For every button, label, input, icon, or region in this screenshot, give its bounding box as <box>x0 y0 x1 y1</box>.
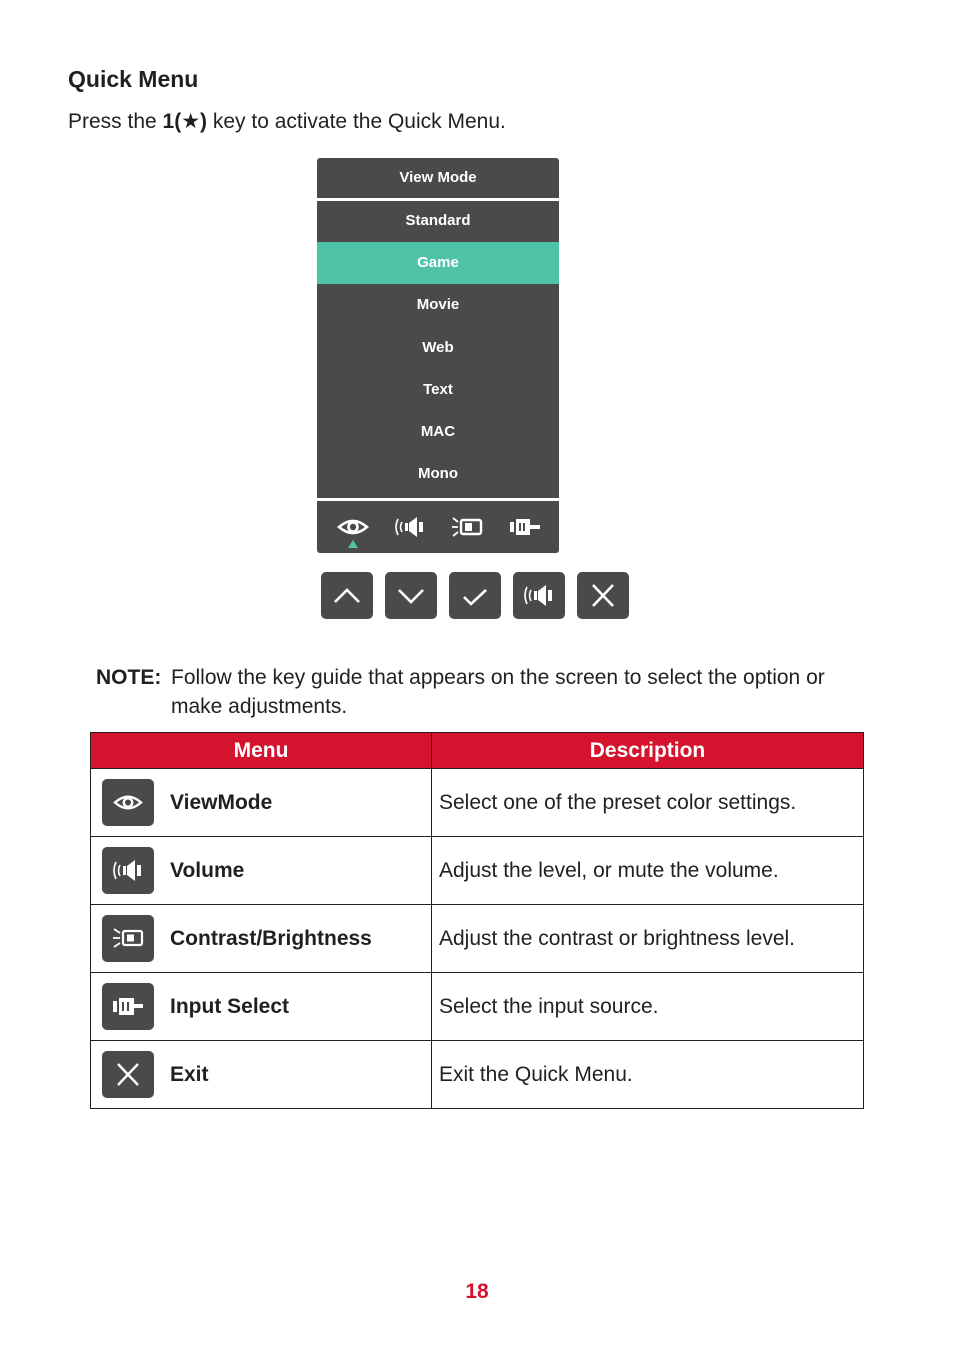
exit-key[interactable] <box>577 572 629 619</box>
eye-icon <box>102 779 154 826</box>
selection-marker <box>348 540 358 548</box>
description-cell: Adjust the level, or mute the volume. <box>432 837 864 905</box>
input-icon[interactable] <box>508 514 542 540</box>
osd-item-movie[interactable]: Movie <box>416 296 460 313</box>
menu-cell <box>91 905 432 973</box>
viewmode-icon-tile <box>102 779 154 826</box>
table-row <box>91 769 864 837</box>
down-key[interactable] <box>385 572 437 619</box>
menu-name: Input Select <box>170 994 290 1018</box>
header-description: Description <box>432 733 864 769</box>
up-arrow-icon <box>321 572 373 619</box>
exit-icon-tile <box>102 1051 154 1098</box>
osd-item-mono[interactable]: Mono <box>418 465 458 482</box>
eye-icon[interactable] <box>336 514 370 540</box>
table-row <box>91 973 864 1041</box>
confirm-key[interactable] <box>449 572 501 619</box>
quick-menu-table <box>90 732 864 1109</box>
menu-cell <box>91 1041 432 1109</box>
page-number: 18 <box>465 1280 489 1303</box>
table-row <box>91 905 864 973</box>
osd-divider <box>317 498 559 501</box>
table-header-row <box>91 733 864 769</box>
menu-name: Exit <box>170 1062 209 1086</box>
brightness-icon <box>102 915 154 962</box>
menu-cell <box>91 973 432 1041</box>
description-cell: Select one of the preset color settings. <box>432 769 864 837</box>
menu-cell <box>91 837 432 905</box>
intro-key: 1(★) <box>162 110 208 133</box>
section-heading: Quick Menu <box>68 66 199 92</box>
menu-name: Volume <box>170 858 245 882</box>
osd-item-text[interactable]: Text <box>423 381 453 398</box>
speaker-icon[interactable] <box>392 514 426 540</box>
description-cell: Select the input source. <box>432 973 864 1041</box>
menu-name: ViewMode <box>170 790 273 814</box>
brightness-icon[interactable] <box>450 514 484 540</box>
close-icon <box>577 572 629 619</box>
header-menu: Menu <box>91 733 432 769</box>
speaker-icon <box>513 572 565 619</box>
close-icon <box>102 1051 154 1098</box>
description-cell: Adjust the contrast or brightness level. <box>432 905 864 973</box>
volume-key[interactable] <box>513 572 565 619</box>
table-row <box>91 837 864 905</box>
osd-item-game[interactable]: Game <box>317 242 559 284</box>
check-icon <box>449 572 501 619</box>
input-icon-tile <box>102 983 154 1030</box>
table-row <box>91 1041 864 1109</box>
speaker-icon <box>102 847 154 894</box>
brightness-icon-tile <box>102 915 154 962</box>
note-text: Follow the key guide that appears on the screen to select the option or make adjustments. <box>171 666 825 718</box>
intro-suffix: key to activate the Quick Menu. <box>207 110 506 133</box>
osd-quick-menu <box>317 158 559 553</box>
up-key[interactable] <box>321 572 373 619</box>
intro-prefix: Press the <box>68 110 163 133</box>
volume-icon-tile <box>102 847 154 894</box>
description-cell: Exit the Quick Menu. <box>432 1041 864 1109</box>
note-label: NOTE: <box>96 666 162 689</box>
intro-text <box>68 109 506 134</box>
osd-title: View Mode <box>399 169 477 186</box>
osd-item-standard[interactable]: Standard <box>405 212 471 229</box>
osd-item-web[interactable]: Web <box>422 339 454 356</box>
osd-item-mac[interactable]: MAC <box>420 423 456 440</box>
input-icon <box>102 983 154 1030</box>
menu-name: Contrast/Brightness <box>170 926 372 950</box>
down-arrow-icon <box>385 572 437 619</box>
menu-cell <box>91 769 432 837</box>
